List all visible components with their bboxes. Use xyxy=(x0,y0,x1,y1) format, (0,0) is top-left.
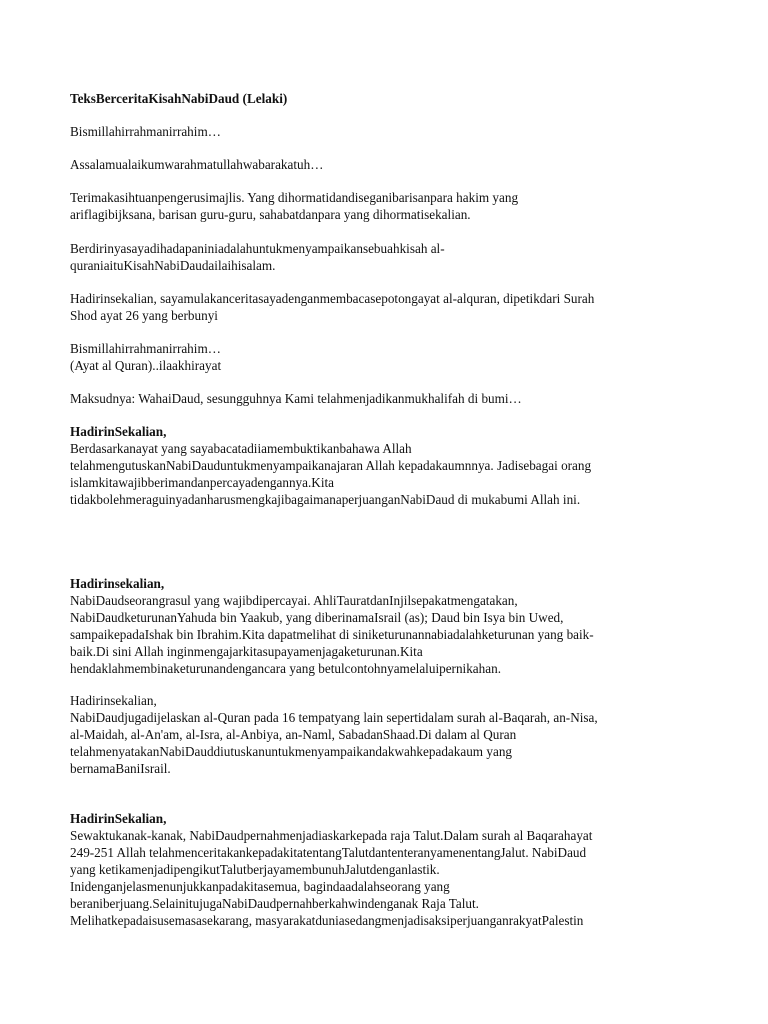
text-line: hendaklahmembinaketurunandengancara yang betulcontohnyamelaluipernikahan. xyxy=(70,661,501,676)
text-line: ariflagibijksana, barisan guru-guru, sahabatdanpara yang dihormatisekalian. xyxy=(70,207,471,222)
text-line: Melihatkepadaisusemasasekarang, masyarakatduniasedangmenjadisaksiperjuanganrakyatPalestin xyxy=(70,913,584,928)
text-line: yang ketikamenjadipengikutTalutberjayamembunuhJalutdenganlastik. xyxy=(70,862,440,877)
text-line: 249-251 Allah telahmenceritakankepadakitatentangTalutdantenteranyamenentangJalut. NabiDaud xyxy=(70,845,587,860)
text-line: telahmenyatakanNabiDauddiutuskanuntukmenyampaikandakwahkepadakaum yang xyxy=(70,744,513,759)
document-title: TeksBerceritaKisahNabiDaud (Lelaki) xyxy=(70,91,288,106)
section-heading: HadirinSekalian, xyxy=(70,811,167,826)
text-line: al-Maidah, al-An'am, al-Isra, al-Anbiya, an-Naml, SabadanShaad.Di dalam al Quran xyxy=(70,727,517,742)
section-heading: HadirinSekalian, xyxy=(70,424,167,439)
text-line: NabiDaudseorangrasul yang wajibdipercayai. AhliTauratdanInjilsepakatmengatakan, xyxy=(70,593,518,608)
meaning-line: Maksudnya: WahaiDaud, sesungguhnya Kami telahmenjadikanmukhalifah di bumi… xyxy=(70,391,522,406)
text-line: islamkitawajibberimandanpercayadengannya.Kita xyxy=(70,475,335,490)
salam-line: Assalamualaikumwarahmatullahwabarakatuh… xyxy=(70,157,324,172)
text-line: sampaikepadaIshak bin Ibrahim.Kita dapatmelihat di siniketurunannabiadalahketurunan yang baik- xyxy=(70,627,594,642)
bismillah-line: Bismillahirrahmanirrahim… xyxy=(70,124,221,139)
text-line: tidakbolehmeraguinyadanharusmengkajibagaimanaperjuanganNabiDaud di mukabumi Allah ini. xyxy=(70,492,581,507)
section-1 xyxy=(70,423,710,508)
text-line: beraniberjuang.SelainitujugaNabiDaudpernahberkahwindenganak Raja Talut. xyxy=(70,896,479,911)
section-3 xyxy=(70,692,710,777)
text-line: baik.Di sini Allah inginmengajarkitasupayamenjagaketurunan.Kita xyxy=(70,644,423,659)
section-4 xyxy=(70,810,710,929)
text-line: bernamaBaniIsrail. xyxy=(70,761,171,776)
text-line: Terimakasihtuanpengerusimajlis. Yang dihormatidandiseganibarisanpara hakim yang xyxy=(70,190,519,205)
reading-paragraph xyxy=(70,290,710,324)
text-line: NabiDaudjugadijelaskan al-Quran pada 16 tempatyang lain sepertidalam surah al-Baqarah, an-Nisa, xyxy=(70,710,598,725)
intro-paragraph xyxy=(70,240,710,274)
text-line: Inidenganjelasmenunjukkanpadakitasemua, bagindaadalahseorang yang xyxy=(70,879,450,894)
text-line: Berdasarkanayat yang sayabacatadiiamembuktikanbahawa Allah xyxy=(70,441,412,456)
text-line: NabiDaudketurunanYahuda bin Yaakub, yang diberinamaIsrail (as); Daud bin Isya bin Uwed, xyxy=(70,610,564,625)
text-line: telahmengutuskanNabiDauduntukmenyampaikanajaran Allah kepadakaumnnya. Jadisebagai orang xyxy=(70,458,592,473)
text-line: Bismillahirrahmanirrahim… xyxy=(70,341,221,356)
text-line: Hadirinsekalian, sayamulakanceritasayadenganmembacasepotongayat al-alquran, dipetikdari Surah xyxy=(70,291,595,306)
section-heading: Hadirinsekalian, xyxy=(70,693,157,708)
text-line: Sewaktukanak-kanak, NabiDaudpernahmenjadiaskarkepada raja Talut.Dalam surah al Baqarahayat xyxy=(70,828,593,843)
section-heading: Hadirinsekalian, xyxy=(70,576,165,591)
text-line: quraniaituKisahNabiDaudailaihisalam. xyxy=(70,258,276,273)
text-line: Shod ayat 26 yang berbunyi xyxy=(70,308,218,323)
greeting-paragraph xyxy=(70,189,710,223)
text-line: (Ayat al Quran)..ilaakhirayat xyxy=(70,358,222,373)
section-2 xyxy=(70,575,710,677)
ayat-paragraph xyxy=(70,340,710,374)
text-line: Berdirinyasayadihadapaniniadalahuntukmenyampaikansebuahkisah al- xyxy=(70,241,445,256)
